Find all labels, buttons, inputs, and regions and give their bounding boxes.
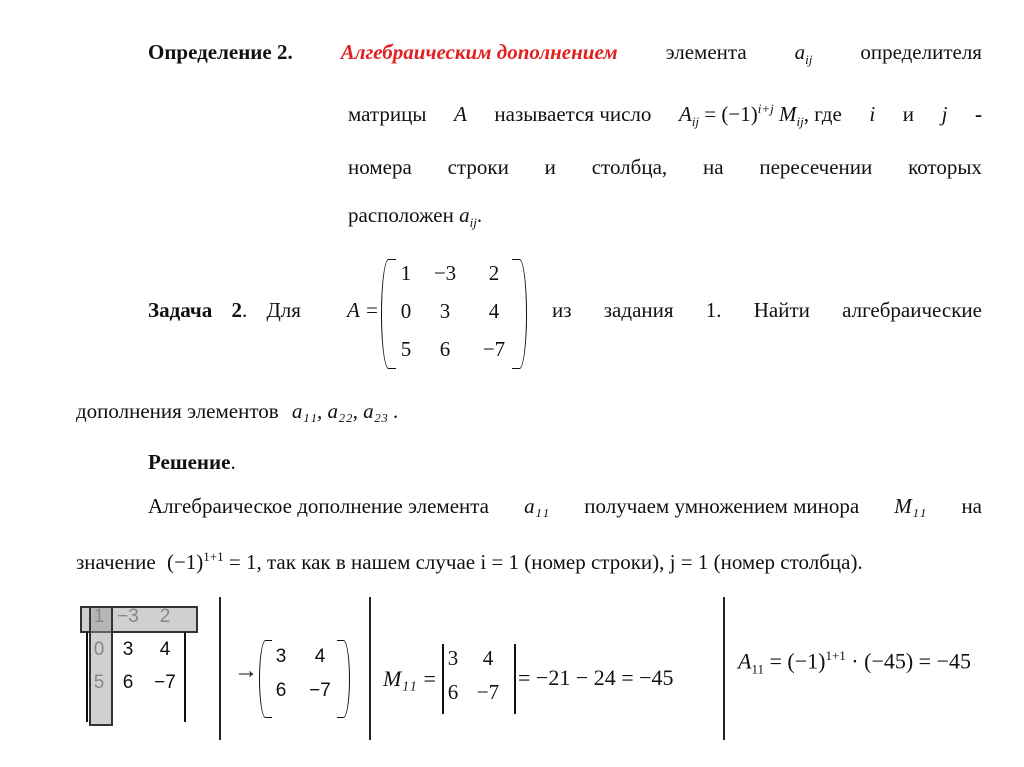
matrix-name: A [454, 102, 467, 126]
task-matrix-lhs: A = [347, 298, 379, 322]
minor-label: M₁₁ = [383, 666, 437, 691]
task-label: Задача 2. Для [148, 298, 301, 322]
definition-line-2 [348, 101, 982, 130]
definition-line-4: расположен $a_{ij}$. [348, 203, 483, 231]
arrow-icon: → [234, 658, 258, 684]
definition-line-1 [148, 40, 982, 68]
task-line-1-rest: из задания 1. Найти алгебраические [552, 298, 982, 322]
definition-line-3: номера строки и столбца, на пересечении которых [348, 155, 982, 179]
word-matrix: матрицы [348, 102, 427, 126]
solution-line-2: значение $(-1)^{1+1} = 1$, так как в нашем случае i = 1 (номер строки), j = 1 (номер столбца). [76, 549, 863, 574]
full-matrix-right-bar [184, 632, 186, 722]
separator-1 [219, 597, 221, 740]
det-right-bar [514, 644, 516, 714]
task-matrix-right-paren [512, 259, 527, 369]
solution-line-1: Алгебраическое дополнение элемента a₁₁ получаем умножением минора M₁₁ на [148, 494, 982, 518]
definition-label: Определение 2. [148, 40, 293, 64]
final-result: $A_{11} = (-1)^{1+1} \cdot (-45) = -45$ [738, 648, 971, 677]
a-ij: $a_{ij}$ [794, 40, 813, 68]
task-matrix: 1 −3 2 0 3 4 5 6 −7 [400, 261, 506, 361]
word-called: называется число [494, 102, 652, 126]
minor-matrix-right-paren [337, 640, 350, 718]
det-result: = −21 − 24 = −45 [518, 665, 674, 690]
task-line-2: дополнения элементов a₁₁, a₂₂, a₂₃ . [76, 399, 399, 423]
dash: - [974, 102, 982, 126]
separator-2 [369, 597, 371, 740]
det-matrix: 3 4 6 −7 [447, 646, 500, 704]
index-i: i [869, 102, 876, 126]
word-element: элемента [665, 40, 747, 64]
separator-3 [723, 597, 725, 740]
word-determinant: определителя [860, 40, 982, 64]
definition-term: Алгебраическим дополнением [340, 40, 618, 64]
full-matrix: 1 −3 2 0 3 4 5 6 −7 [93, 606, 176, 693]
word-and: и [902, 102, 915, 126]
minor-matrix: 3 4 6 −7 [275, 646, 331, 701]
index-j: j [941, 102, 948, 126]
cofactor-formula: $A_{ij} = (-1)^{i+j}$ $M_{ij}$, где [678, 101, 842, 130]
solution-heading: Решение. [148, 450, 236, 474]
